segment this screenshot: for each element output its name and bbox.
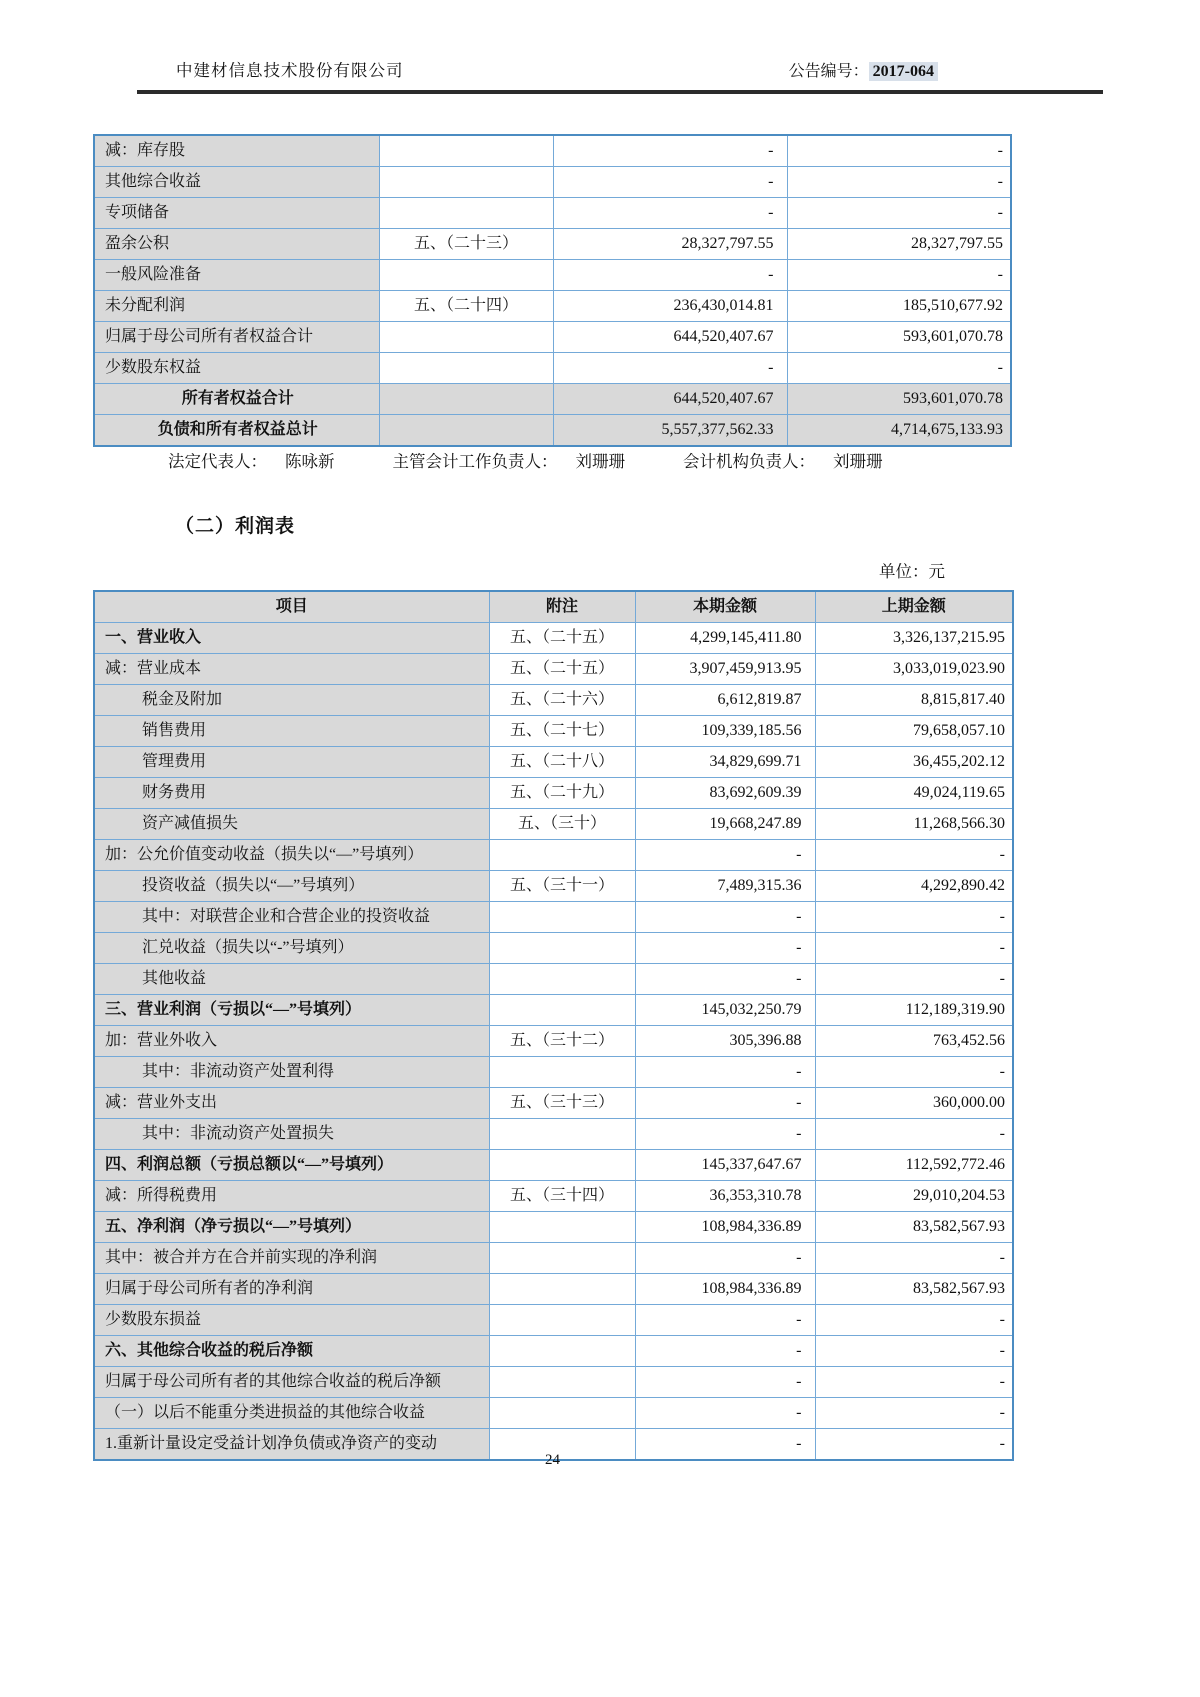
item-cell: 管理费用 [94, 747, 489, 778]
note-cell: 五、（二十七） [489, 716, 635, 747]
table-row [94, 1181, 1013, 1212]
item-cell: 一般风险准备 [94, 260, 379, 291]
current-amount-cell: - [635, 1367, 815, 1398]
prior-amount-cell: - [815, 840, 1013, 871]
prior-amount-cell: - [787, 198, 1011, 229]
note-cell [489, 964, 635, 995]
item-cell: 少数股东权益 [94, 353, 379, 384]
column-header-current-amount: 本期金额 [635, 591, 815, 623]
current-amount-cell: - [635, 1119, 815, 1150]
current-amount-cell: - [635, 1305, 815, 1336]
item-cell: 减：营业外支出 [94, 1088, 489, 1119]
item-cell: 未分配利润 [94, 291, 379, 322]
table-row [94, 654, 1013, 685]
prior-amount-cell: 593,601,070.78 [787, 322, 1011, 353]
prior-amount-cell: - [815, 964, 1013, 995]
accounting-org-name: 刘珊珊 [833, 452, 883, 471]
item-cell: 1.重新计量设定受益计划净负债或净资产的变动 [94, 1429, 489, 1461]
table-row [94, 747, 1013, 778]
prior-amount-cell: - [787, 353, 1011, 384]
current-amount-cell: 5,557,377,562.33 [553, 415, 787, 447]
item-cell: 其他综合收益 [94, 167, 379, 198]
prior-amount-cell: 28,327,797.55 [787, 229, 1011, 260]
item-cell: 其中：非流动资产处置损失 [94, 1119, 489, 1150]
prior-amount-cell: - [815, 1243, 1013, 1274]
prior-amount-cell: - [815, 1429, 1013, 1461]
prior-amount-cell: 112,189,319.90 [815, 995, 1013, 1026]
income-statement-table [93, 590, 1014, 1461]
table-row [94, 964, 1013, 995]
table-row [94, 1026, 1013, 1057]
item-cell: 所有者权益合计 [94, 384, 379, 415]
current-amount-cell: 305,396.88 [635, 1026, 815, 1057]
table-row [94, 291, 1011, 322]
note-cell [489, 1274, 635, 1305]
item-cell: （一）以后不能重分类进损益的其他综合收益 [94, 1398, 489, 1429]
prior-amount-cell: 593,601,070.78 [787, 384, 1011, 415]
current-amount-cell: 28,327,797.55 [553, 229, 787, 260]
table-row [94, 840, 1013, 871]
note-cell [489, 902, 635, 933]
income-statement-header-row [94, 591, 1013, 623]
table-row [94, 933, 1013, 964]
table-row [94, 167, 1011, 198]
prior-amount-cell: - [787, 135, 1011, 167]
table-row [94, 260, 1011, 291]
prior-amount-cell: 360,000.00 [815, 1088, 1013, 1119]
table-row [94, 623, 1013, 654]
item-cell: 一、营业收入 [94, 623, 489, 654]
current-amount-cell: - [635, 1429, 815, 1461]
item-cell: 资产减值损失 [94, 809, 489, 840]
column-header-item: 项目 [94, 591, 489, 623]
current-amount-cell: - [635, 902, 815, 933]
prior-amount-cell: 3,033,019,023.90 [815, 654, 1013, 685]
note-cell [489, 1150, 635, 1181]
current-amount-cell: 83,692,609.39 [635, 778, 815, 809]
current-amount-cell: - [553, 198, 787, 229]
prior-amount-cell: - [815, 933, 1013, 964]
prior-amount-cell: - [815, 1119, 1013, 1150]
prior-amount-cell: - [815, 1398, 1013, 1429]
prior-amount-cell: - [815, 1057, 1013, 1088]
current-amount-cell: 145,032,250.79 [635, 995, 815, 1026]
prior-amount-cell: 4,714,675,133.93 [787, 415, 1011, 447]
legal-rep-name: 陈咏新 [285, 452, 335, 471]
table-row [94, 685, 1013, 716]
current-amount-cell: - [635, 1336, 815, 1367]
item-cell: 财务费用 [94, 778, 489, 809]
note-cell [379, 198, 553, 229]
note-cell: 五、（二十三） [379, 229, 553, 260]
prior-amount-cell: 79,658,057.10 [815, 716, 1013, 747]
item-cell: 归属于母公司所有者的净利润 [94, 1274, 489, 1305]
prior-amount-cell: - [815, 902, 1013, 933]
item-cell: 其中：对联营企业和合营企业的投资收益 [94, 902, 489, 933]
prior-amount-cell: 36,455,202.12 [815, 747, 1013, 778]
current-amount-cell: - [635, 933, 815, 964]
current-amount-cell: - [553, 353, 787, 384]
table-row [94, 198, 1011, 229]
item-cell: 三、营业利润（亏损以“—”号填列） [94, 995, 489, 1026]
note-cell [379, 260, 553, 291]
note-cell [379, 353, 553, 384]
table-row [94, 1243, 1013, 1274]
note-cell: 五、（二十九） [489, 778, 635, 809]
note-cell [489, 1305, 635, 1336]
current-amount-cell: - [635, 1398, 815, 1429]
prior-amount-cell: 83,582,567.93 [815, 1212, 1013, 1243]
note-cell [489, 1336, 635, 1367]
note-cell [489, 840, 635, 871]
item-cell: 其中：非流动资产处置利得 [94, 1057, 489, 1088]
current-amount-cell: 109,339,185.56 [635, 716, 815, 747]
current-amount-cell: - [635, 840, 815, 871]
page-number: 24 [545, 1452, 560, 1468]
prior-amount-cell: 763,452.56 [815, 1026, 1013, 1057]
note-cell: 五、（二十五） [489, 623, 635, 654]
item-cell: 税金及附加 [94, 685, 489, 716]
table-row [94, 995, 1013, 1026]
note-cell [489, 1367, 635, 1398]
item-cell: 减：营业成本 [94, 654, 489, 685]
table-row [94, 1119, 1013, 1150]
note-cell: 五、（二十四） [379, 291, 553, 322]
current-amount-cell: 236,430,014.81 [553, 291, 787, 322]
current-amount-cell: - [635, 1057, 815, 1088]
prior-amount-cell: - [787, 167, 1011, 198]
notice-number [789, 58, 1103, 81]
income-statement-body [94, 623, 1013, 1461]
current-amount-cell: - [553, 260, 787, 291]
table-row [94, 229, 1011, 260]
item-cell: 减：库存股 [94, 135, 379, 167]
item-cell: 四、利润总额（亏损总额以“—”号填列） [94, 1150, 489, 1181]
accounting-lead-name: 刘珊珊 [575, 452, 625, 471]
table-row [94, 716, 1013, 747]
note-cell [379, 322, 553, 353]
note-cell: 五、（三十一） [489, 871, 635, 902]
prior-amount-cell: - [787, 260, 1011, 291]
prior-amount-cell: 4,292,890.42 [815, 871, 1013, 902]
item-cell: 加：营业外收入 [94, 1026, 489, 1057]
item-cell: 盈余公积 [94, 229, 379, 260]
note-cell [489, 995, 635, 1026]
prior-amount-cell: 185,510,677.92 [787, 291, 1011, 322]
current-amount-cell: 34,829,699.71 [635, 747, 815, 778]
company-name: 中建材信息技术股份有限公司 [176, 61, 404, 80]
prior-amount-cell: 29,010,204.53 [815, 1181, 1013, 1212]
table-row [94, 384, 1011, 415]
prior-amount-cell: 8,815,817.40 [815, 685, 1013, 716]
item-cell: 加：公允价值变动收益（损失以“—”号填列） [94, 840, 489, 871]
column-header-note: 附注 [489, 591, 635, 623]
note-cell [489, 1212, 635, 1243]
table-row [94, 1212, 1013, 1243]
balance-sheet-tail-table [93, 134, 1012, 447]
prior-amount-cell: 83,582,567.93 [815, 1274, 1013, 1305]
table-row [94, 353, 1011, 384]
current-amount-cell: 108,984,336.89 [635, 1212, 815, 1243]
table-row [94, 871, 1013, 902]
item-cell: 减：所得税费用 [94, 1181, 489, 1212]
item-cell: 销售费用 [94, 716, 489, 747]
note-cell: 五、（二十八） [489, 747, 635, 778]
item-cell: 其他收益 [94, 964, 489, 995]
unit-label: 单位：元 [879, 562, 945, 581]
note-cell: 五、（二十五） [489, 654, 635, 685]
prior-amount-cell: 11,268,566.30 [815, 809, 1013, 840]
current-amount-cell: - [553, 135, 787, 167]
prior-amount-cell: 49,024,119.65 [815, 778, 1013, 809]
column-header-prior-amount: 上期金额 [815, 591, 1013, 623]
table-row [94, 809, 1013, 840]
item-cell: 归属于母公司所有者权益合计 [94, 322, 379, 353]
section-title: （二）利润表 [175, 516, 296, 537]
note-cell: 五、（三十四） [489, 1181, 635, 1212]
item-cell: 投资收益（损失以“—”号填列） [94, 871, 489, 902]
note-cell: 五、（三十） [489, 809, 635, 840]
current-amount-cell: 3,907,459,913.95 [635, 654, 815, 685]
note-cell [379, 415, 553, 447]
prior-amount-cell: 3,326,137,215.95 [815, 623, 1013, 654]
current-amount-cell: 644,520,407.67 [553, 322, 787, 353]
note-cell: 五、（二十六） [489, 685, 635, 716]
note-cell [379, 135, 553, 167]
current-amount-cell: 7,489,315.36 [635, 871, 815, 902]
note-cell: 五、（三十三） [489, 1088, 635, 1119]
item-cell: 汇兑收益（损失以“-”号填列） [94, 933, 489, 964]
table-row [94, 902, 1013, 933]
current-amount-cell: - [635, 964, 815, 995]
current-amount-cell: 145,337,647.67 [635, 1150, 815, 1181]
note-cell [489, 1398, 635, 1429]
signature-line [168, 448, 1068, 472]
current-amount-cell: - [553, 167, 787, 198]
table-row [94, 1367, 1013, 1398]
note-cell [379, 384, 553, 415]
item-cell: 六、其他综合收益的税后净额 [94, 1336, 489, 1367]
note-cell [489, 933, 635, 964]
table-row [94, 1150, 1013, 1181]
item-cell: 其中：被合并方在合并前实现的净利润 [94, 1243, 489, 1274]
note-cell [489, 1057, 635, 1088]
accounting-org-label: 会计机构负责人： [683, 452, 815, 471]
table-row [94, 1398, 1013, 1429]
note-cell [489, 1119, 635, 1150]
current-amount-cell: 19,668,247.89 [635, 809, 815, 840]
legal-rep-label: 法定代表人： [168, 452, 267, 471]
table-row [94, 778, 1013, 809]
note-cell [489, 1243, 635, 1274]
table-row [94, 1336, 1013, 1367]
current-amount-cell: 108,984,336.89 [635, 1274, 815, 1305]
prior-amount-cell: - [815, 1305, 1013, 1336]
accounting-lead-label: 主管会计工作负责人： [392, 452, 558, 471]
balance-sheet-tail-body [94, 135, 1011, 446]
table-row [94, 415, 1011, 447]
table-row [94, 1274, 1013, 1305]
table-row [94, 322, 1011, 353]
item-cell: 归属于母公司所有者的其他综合收益的税后净额 [94, 1367, 489, 1398]
prior-amount-cell: 112,592,772.46 [815, 1150, 1013, 1181]
notice-value: 2017-064 [869, 62, 938, 81]
prior-amount-cell: - [815, 1367, 1013, 1398]
prior-amount-cell: - [815, 1336, 1013, 1367]
current-amount-cell: 36,353,310.78 [635, 1181, 815, 1212]
current-amount-cell: 6,612,819.87 [635, 685, 815, 716]
current-amount-cell: 644,520,407.67 [553, 384, 787, 415]
item-cell: 负债和所有者权益总计 [94, 415, 379, 447]
notice-label: 公告编号： [788, 63, 869, 80]
item-cell: 五、净利润（净亏损以“—”号填列） [94, 1212, 489, 1243]
current-amount-cell: - [635, 1088, 815, 1119]
table-row [94, 1305, 1013, 1336]
current-amount-cell: - [635, 1243, 815, 1274]
item-cell: 专项储备 [94, 198, 379, 229]
current-amount-cell: 4,299,145,411.80 [635, 623, 815, 654]
item-cell: 少数股东损益 [94, 1305, 489, 1336]
note-cell: 五、（三十二） [489, 1026, 635, 1057]
table-row [94, 135, 1011, 167]
page-header [137, 57, 1103, 94]
table-row [94, 1057, 1013, 1088]
table-row [94, 1088, 1013, 1119]
note-cell [379, 167, 553, 198]
